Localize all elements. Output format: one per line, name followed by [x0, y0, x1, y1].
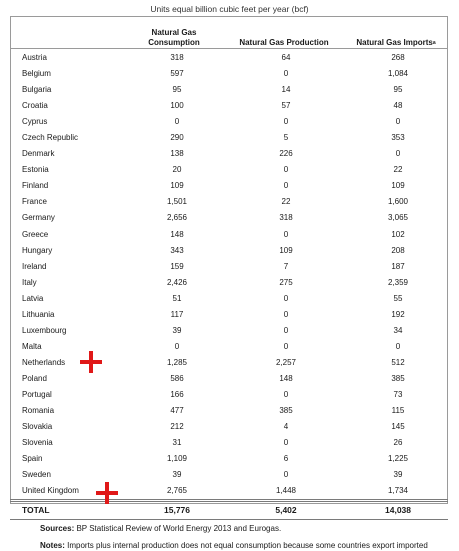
imports-cell: 192 — [391, 309, 405, 319]
imports-cell: 0 — [395, 341, 401, 351]
consumption-cell: 51 — [172, 293, 182, 303]
table-row — [10, 227, 448, 243]
sources-text: BP Statistical Review of World Energy 2013 and Eurogas. — [76, 524, 282, 533]
imports-cell: 187 — [391, 261, 405, 271]
consumption-cell: 20 — [172, 165, 182, 175]
table-row — [10, 483, 448, 499]
consumption-cell: 117 — [170, 309, 184, 319]
country-cell: Czech Republic — [22, 133, 79, 143]
imports-cell: 145 — [391, 422, 405, 432]
country-cell: Spain — [22, 454, 43, 464]
imports-footnote-marker: a — [432, 40, 436, 46]
imports-cell: 73 — [393, 389, 403, 399]
total-row — [10, 502, 448, 519]
country-cell: Belgium — [22, 69, 51, 79]
table-row — [10, 387, 448, 403]
total-production: 5,402 — [275, 505, 297, 515]
table-row — [10, 467, 448, 483]
country-cell: Latvia — [22, 293, 44, 303]
production-cell: 109 — [279, 245, 293, 255]
header-imports: Natural Gas Imports$^a$ — [356, 38, 436, 47]
production-cell: 64 — [281, 53, 291, 62]
imports-cell: 268 — [391, 53, 405, 62]
consumption-cell: 2,765 — [166, 486, 188, 496]
imports-cell: 48 — [393, 101, 403, 111]
production-cell: 275 — [279, 277, 293, 287]
country-cell: Lithuania — [22, 309, 55, 319]
country-cell: Malta — [22, 341, 42, 351]
notes-line — [40, 541, 428, 550]
country-cell: Cyprus — [22, 117, 48, 127]
country-cell: Germany — [22, 213, 55, 223]
table-row — [10, 355, 448, 371]
production-cell: 0 — [283, 117, 289, 127]
total-consumption: 15,776 — [164, 505, 190, 515]
total-imports: 14,038 — [385, 505, 411, 515]
notes-label: Notes: — [40, 541, 65, 550]
table-row — [10, 98, 448, 114]
country-cell: Portugal — [22, 389, 52, 399]
country-cell: Croatia — [22, 101, 48, 111]
consumption-cell: 0 — [174, 341, 180, 351]
country-cell: United Kingdom — [22, 486, 79, 496]
consumption-cell: 1,285 — [166, 357, 188, 367]
country-cell: Bulgaria — [22, 85, 52, 95]
table-row — [10, 82, 448, 98]
table-row — [10, 210, 448, 226]
imports-cell: 512 — [391, 357, 405, 367]
country-cell: Ireland — [22, 261, 47, 271]
consumption-cell: 343 — [170, 245, 184, 255]
consumption-cell: 39 — [172, 325, 182, 335]
consumption-cell: 138 — [170, 149, 184, 159]
production-cell: 7 — [283, 261, 289, 271]
consumption-cell: 1,109 — [166, 454, 188, 464]
table-row — [10, 162, 448, 178]
imports-cell: 1,734 — [387, 486, 409, 496]
production-cell: 4 — [283, 422, 289, 432]
country-cell: Austria — [22, 53, 47, 62]
imports-cell: 95 — [393, 85, 403, 95]
consumption-cell: 0 — [174, 117, 180, 127]
table-row — [10, 275, 448, 291]
imports-cell: 0 — [395, 117, 401, 127]
production-cell: 1,448 — [275, 486, 297, 496]
table-row — [10, 403, 448, 419]
table-row — [10, 130, 448, 146]
country-cell: Finland — [22, 181, 49, 191]
table-row — [10, 178, 448, 194]
imports-cell: 1,600 — [387, 197, 409, 207]
production-cell: 0 — [283, 438, 289, 448]
table-row — [10, 243, 448, 259]
table-row — [10, 146, 448, 162]
consumption-cell: 318 — [170, 53, 184, 62]
country-cell: Poland — [22, 373, 47, 383]
imports-cell: 55 — [393, 293, 403, 303]
table-row — [10, 114, 448, 130]
consumption-cell: 95 — [172, 85, 182, 95]
consumption-cell: 39 — [172, 470, 182, 480]
table-row — [10, 371, 448, 387]
consumption-cell: 31 — [172, 438, 182, 448]
country-cell: Hungary — [22, 245, 53, 255]
country-cell: Romania — [22, 406, 55, 416]
imports-cell: 353 — [391, 133, 405, 143]
production-cell: 0 — [283, 293, 289, 303]
imports-cell: 3,065 — [387, 213, 409, 223]
imports-cell: 208 — [391, 245, 405, 255]
production-cell: 5 — [283, 133, 289, 143]
table-row — [10, 259, 448, 275]
total-rule-bottom — [10, 519, 448, 520]
imports-cell: 385 — [391, 373, 405, 383]
table-row — [10, 451, 448, 467]
imports-cell: 115 — [391, 406, 405, 416]
imports-cell: 0 — [395, 149, 401, 159]
imports-cell: 26 — [393, 438, 403, 448]
table-row — [10, 291, 448, 307]
total-label: TOTAL — [22, 505, 50, 515]
consumption-cell: 159 — [170, 261, 184, 271]
country-cell: France — [22, 197, 47, 207]
total-rule-top — [10, 499, 448, 500]
notes-text: Imports plus internal production does not equal consumption because some countries export imported — [67, 541, 428, 550]
production-cell: 148 — [279, 373, 293, 383]
imports-cell: 34 — [393, 325, 403, 335]
table-row — [10, 419, 448, 435]
imports-cell: 22 — [393, 165, 403, 175]
production-cell: 0 — [283, 69, 289, 79]
imports-cell: 109 — [391, 181, 405, 191]
imports-cell: 1,225 — [387, 454, 409, 464]
sources-label: Sources: — [40, 524, 75, 533]
table-row — [10, 339, 448, 355]
header-production: Natural Gas Production — [239, 38, 329, 47]
consumption-cell: 290 — [170, 133, 184, 143]
production-cell: 0 — [283, 229, 289, 239]
production-cell: 0 — [283, 389, 289, 399]
table-row — [10, 323, 448, 339]
imports-cell: 102 — [391, 229, 405, 239]
consumption-cell: 477 — [170, 406, 184, 416]
country-cell: Greece — [22, 229, 49, 239]
table-row — [10, 435, 448, 451]
country-cell: Luxembourg — [22, 325, 67, 335]
table-row — [10, 66, 448, 82]
table-row — [10, 194, 448, 210]
country-cell: Slovakia — [22, 422, 53, 432]
production-cell: 2,257 — [275, 357, 297, 367]
production-cell: 318 — [279, 213, 293, 223]
production-cell: 0 — [283, 309, 289, 319]
red-cross-mark-netherlands — [80, 351, 102, 373]
production-cell: 226 — [279, 149, 293, 159]
production-cell: 0 — [283, 165, 289, 175]
header-consumption: Natural Gas Consumption — [148, 28, 200, 47]
table-body — [10, 50, 448, 499]
header-rule — [10, 48, 448, 49]
imports-cell: 1,084 — [387, 69, 409, 79]
production-cell: 0 — [283, 325, 289, 335]
production-cell: 385 — [279, 406, 293, 416]
country-cell: Netherlands — [22, 357, 66, 367]
production-cell: 22 — [281, 197, 291, 207]
country-cell: Slovenia — [22, 438, 53, 448]
consumption-cell: 148 — [170, 229, 184, 239]
table-row — [10, 307, 448, 323]
imports-cell: 39 — [393, 470, 403, 480]
imports-cell: 2,359 — [387, 277, 409, 287]
production-cell: 0 — [283, 470, 289, 480]
country-cell: Estonia — [22, 165, 49, 175]
table-row — [10, 50, 448, 66]
consumption-cell: 100 — [170, 101, 184, 111]
sources-line — [40, 524, 281, 533]
country-cell: Sweden — [22, 470, 51, 480]
consumption-cell: 597 — [170, 69, 184, 79]
red-cross-mark-united-kingdom — [96, 482, 118, 504]
production-cell: 6 — [283, 454, 289, 464]
production-cell: 0 — [283, 341, 289, 351]
consumption-cell: 2,656 — [166, 213, 188, 223]
production-cell: 0 — [283, 181, 289, 191]
production-cell: 14 — [281, 85, 291, 95]
consumption-cell: 109 — [170, 181, 184, 191]
units-caption: Units equal billion cubic feet per year (bcf) — [150, 4, 309, 14]
consumption-cell: 2,426 — [166, 277, 188, 287]
consumption-cell: 1,501 — [166, 197, 188, 207]
consumption-cell: 166 — [170, 389, 184, 399]
country-cell: Denmark — [22, 149, 55, 159]
country-cell: Italy — [22, 277, 37, 287]
consumption-cell: 212 — [170, 422, 184, 432]
consumption-cell: 586 — [170, 373, 184, 383]
production-cell: 57 — [281, 101, 291, 111]
